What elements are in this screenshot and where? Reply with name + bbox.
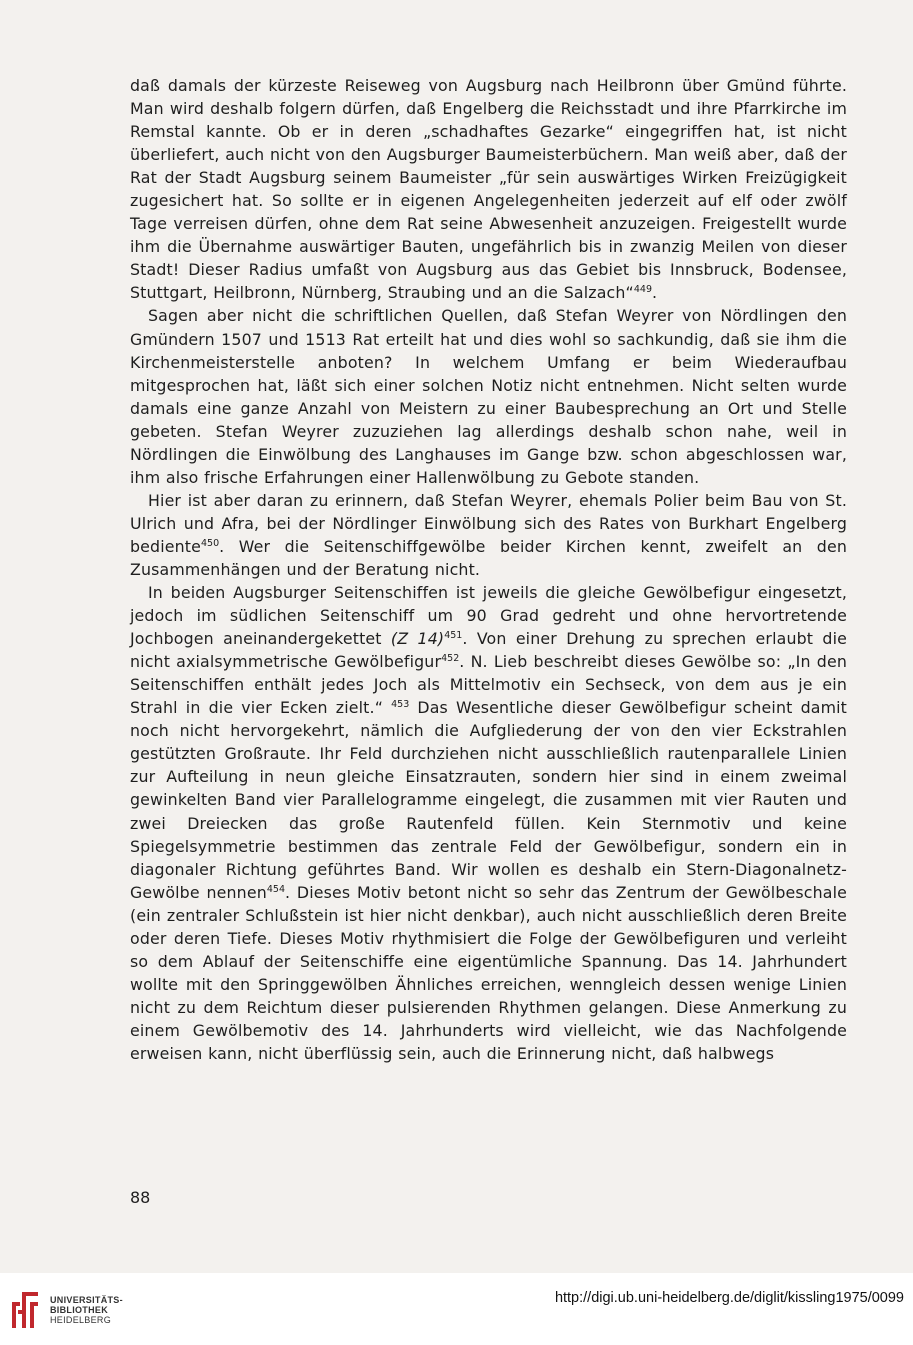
library-logo-icon — [8, 1288, 44, 1332]
text-run: . — [652, 283, 658, 303]
text-run: In beiden Augsburger Seitenschiffen ist jeweils die gleiche Gewölbefigur eingesetzt, jedoch im südlichen Seitenschiff um 90 Grad gedreht und ohne hervortretende Jochbogen aneinandergekettet — [130, 583, 847, 649]
paragraph-3 — [130, 489, 847, 581]
footnote-ref: 450 — [201, 537, 220, 549]
text-run: . Dieses Motiv betont nicht so sehr das Zentrum der Gewölbeschale (ein zentraler Schlußstein ist hier nicht denkbar), auch nicht ausschließlich deren Breite oder deren Tiefe. Dieses Motiv rhythmisiert die Folge der Gewölbefiguren und verleiht so dem Ablauf der Seitenschiffe eine eigentümliche Spannung. Das 14. Jahrhundert wollte mit den Springgewölben Ähnliches erreichen, wenngleich dessen wenige Linien nicht zu dem Reichtum dieser pulsierenden Rhythmen gelangen. Diese Anmerkung zu einem Gewölbemotiv des 14. Jahrhunderts wird vielleicht, wie das Nachfolgende erweisen kann, nicht überflüssig sein, auch die Erinnerung nicht, daß halbwegs — [130, 882, 847, 1063]
footnote-ref: 449 — [633, 284, 652, 296]
text-run: Hier ist aber daran zu erinnern, daß Stefan Weyrer, ehemals Polier beim Bau von St. Ulrich und Afra, bei der Nördlinger Einwölbung sich des Rates von Burkhart Engelberg bediente — [130, 490, 847, 556]
text-run: Sagen aber nicht die schriftlichen Quellen, daß Stefan Weyrer von Nördlingen den Gmündern 1507 und 1513 Rat erteilt hat und dies wohl so sachkundig, daß sie ihm die Kirchenmeisterstelle anboten? In welchem Umfang er beim Wiederaufbau mitgesprochen hat, läßt sich einer solchen Notiz nicht entnehmen. Nicht selten wurde damals eine ganze Anzahl von Meistern zu einer Baubesprechung an Ort und Stelle gebeten. Stefan Weyrer zuzuziehen lag allerdings deshalb schon nahe, weil in Nördlingen die Einwölbung des Langhauses im Gange bzw. schon abgeschlossen war, ihm also frische Erfahrungen einer Hallenwölbung zu Gebote standen. — [130, 306, 847, 487]
text-run: . N. Lieb beschreibt dieses Gewölbe so: „In den Seitenschiffen enthält jedes Joch als Mittelmotiv ein Sechseck, von dem aus je ein Strahl in die vier Ecken zielt.“ — [130, 652, 847, 718]
logo-line-1: UNIVERSITÄTS- — [50, 1295, 123, 1305]
body-text — [130, 74, 847, 1065]
text-run: Das Wesentliche dieser Gewölbefigur scheint damit noch nicht hervorgekehrt, nämlich die Aufgliederung der von den vier Eckstrahlen gestützten Großraute. Ihr Feld durchziehen nicht ausschließlich rautenparallele Linien zur Aufteilung in neun gleiche Einsatzrauten, sondern hier sind in einem zweimal gewinkelten Band vier Parallelogramme eingelegt, die zusammen mit vier Rauten und zwei Dreiecken das große Rautenfeld füllen. Kein Sternmotiv und keine Spiegelsymmetrie bestimmen das zentrale Feld der Gewölbefigur, sondern ein in diagonaler Richtung geführtes Band. Wir wollen es deshalb ein Stern-Diagonalnetz-Gewölbe nennen — [130, 698, 848, 902]
footnote-ref: 454 — [266, 883, 285, 895]
logo-line-2: BIBLIOTHEK — [50, 1305, 108, 1315]
footnote-ref: 452 — [441, 653, 460, 665]
paragraph-4 — [130, 581, 847, 1065]
logo-line-3: HEIDELBERG — [50, 1315, 112, 1325]
text-run: . Von einer Drehung zu sprechen erlaubt die nicht axialsymmetrische Gewölbefigur — [130, 629, 847, 672]
footer-bar — [0, 1273, 913, 1345]
paragraph-2 — [130, 304, 847, 488]
library-logo-text — [50, 1295, 123, 1325]
footnote-ref: 451 — [444, 630, 463, 642]
footnote-ref: 453 — [391, 699, 410, 711]
paragraph-1 — [130, 74, 847, 304]
text-run: . Wer die Seitenschiffgewölbe beider Kirchen kennt, zweifelt an den Zusammenhängen und der Beratung nicht. — [130, 536, 847, 579]
source-url[interactable]: http://digi.ub.uni-heidelberg.de/diglit/kissling1975/0099 — [554, 1290, 904, 1306]
figure-ref: (Z 14) — [390, 629, 445, 649]
page-number: 88 — [130, 1188, 151, 1207]
text-run: daß damals der kürzeste Reiseweg von Augsburg nach Heilbronn über Gmünd führte. Man wird deshalb folgern dürfen, daß Engelberg die Reichsstadt und ihre Pfarrkirche im Remstal kannte. Ob er in deren „schadhaftes Gezarke“ eingegriffen hat, ist nicht überliefert, auch nicht von den Augsburger Baumeisterbüchern. Man weiß aber, daß der Rat der Stadt Augsburg seinem Baumeister „für sein auswärtiges Wirken Freizügigkeit zugesichert hat. So sollte er in eigenen Angelegenheiten jederzeit auf elf oder zwölf Tage verreisen dürfen, ohne dem Rat seine Abwesenheit anzuzeigen. Freigestellt wurde ihm die Übernahme auswärtiger Bauten, ungefährlich bis in zwanzig Meilen von dieser Stadt! Dieser Radius umfaßt von Augsburg aus das Gebiet bis Innsbruck, Bodensee, Stuttgart, Heilbronn, Nürnberg, Straubing und an die Salzach“ — [130, 76, 847, 303]
